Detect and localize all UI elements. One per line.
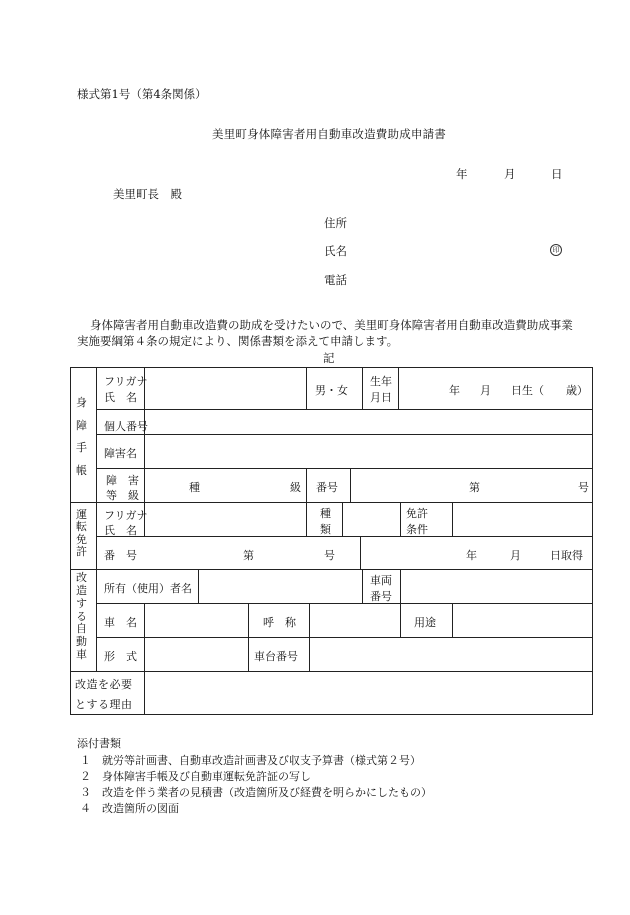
grade-type-label: 種 — [189, 481, 200, 494]
birth-year-label: 年 — [449, 384, 460, 397]
row-divider — [96, 603, 593, 604]
owner-name-label: 所有（使用）者名 — [104, 582, 192, 595]
sex-selector[interactable]: 男・女 — [315, 384, 348, 397]
col-divider — [362, 367, 363, 409]
row-divider — [96, 637, 593, 638]
certificate-number-label: 番号 — [316, 481, 338, 494]
col-divider — [248, 603, 249, 671]
attachment-item — [80, 784, 432, 800]
acquired-month-label: 月 — [510, 549, 521, 562]
date-year-label: 年 — [456, 167, 468, 181]
section-label-techo — [76, 392, 90, 482]
acquired-day-label: 日取得 — [550, 549, 583, 562]
license-condition-label-2: 条件 — [406, 523, 428, 536]
attachment-item — [80, 752, 421, 768]
car-name-label: 車 名 — [104, 616, 137, 629]
col-divider — [398, 367, 399, 409]
col-divider — [144, 603, 145, 715]
address-label: 住所 — [324, 216, 347, 230]
col-divider — [362, 569, 363, 603]
ki-label: 記 — [323, 351, 335, 365]
section-divider — [70, 671, 593, 672]
vehicle-number-label-2: 番号 — [370, 590, 392, 603]
document-title: 美里町身体障害者用自動車改造費助成申請書 — [212, 127, 446, 141]
form-number: 様式第1号（第4条関係） — [77, 87, 207, 101]
car-designation-label: 呼 称 — [263, 616, 296, 629]
disability-name-label: 障害名 — [104, 447, 137, 460]
license-furigana-label: フリガナ — [104, 509, 148, 522]
attachment-text: 就労等計画書、自動車改造計画書及び収支予算書（様式第２号） — [102, 754, 421, 767]
col-divider — [400, 603, 401, 637]
row-divider — [96, 468, 593, 469]
col-divider — [360, 536, 361, 569]
col-divider — [400, 569, 401, 603]
birth-day-label: 日生（ — [511, 384, 544, 397]
application-form-table — [70, 367, 593, 715]
attachment-item — [80, 800, 179, 816]
attachments-title: 添付書類 — [77, 737, 121, 750]
furigana-label: フリガナ — [104, 375, 148, 388]
individual-number-label: 個人番号 — [104, 420, 148, 433]
col-divider — [452, 502, 453, 536]
attachment-text: 改造箇所の図面 — [102, 802, 179, 815]
col-divider — [452, 603, 453, 637]
acquired-year-label: 年 — [466, 549, 477, 562]
section-label-vehicle-text: 改造する自動車 — [76, 571, 87, 662]
section-divider — [70, 569, 593, 570]
grade-level-label: 級 — [290, 481, 301, 494]
section-divider — [70, 502, 593, 503]
reason-label-1: 改造を必要 — [75, 678, 133, 691]
section-label-techo-text: 身障手帳 — [76, 396, 87, 477]
license-type-label-1: 種 — [320, 507, 331, 520]
disability-grade-label-1: 障 害 — [106, 474, 139, 487]
vehicle-number-label-1: 車両 — [370, 574, 392, 587]
chassis-number-label: 車台番号 — [254, 650, 298, 663]
row-divider — [96, 434, 593, 435]
section-label-license-text: 運転免許 — [76, 508, 87, 559]
col-divider — [342, 502, 343, 536]
birthdate-label-2: 月日 — [370, 391, 392, 404]
body-paragraph-line1: 身体障害者用自動車改造費の助成を受けたいので、美里町身体障害者用自動車改造費助成事業 — [90, 318, 573, 332]
name-label: 氏名 — [324, 244, 347, 258]
date-day-label: 日 — [551, 167, 563, 181]
addressee: 美里町長 殿 — [113, 187, 182, 201]
col-divider — [96, 367, 97, 671]
col-divider — [306, 468, 307, 502]
row-divider — [96, 409, 593, 410]
phone-label: 電話 — [324, 273, 347, 287]
attachment-text: 改造を伴う業者の見積書（改造箇所及び経費を明らかにしたもの） — [102, 786, 432, 799]
license-number-label: 番 号 — [104, 549, 137, 562]
section-label-vehicle — [76, 572, 90, 662]
license-name-label: 氏 名 — [104, 524, 137, 537]
attachment-num: ２ — [80, 770, 91, 783]
certificate-go-label: 号 — [578, 481, 589, 494]
body-paragraph-line2: 実施要綱第４条の規定により、関係書類を添えて申請します。 — [77, 334, 399, 348]
license-go-label: 号 — [324, 549, 335, 562]
attachment-num: ３ — [80, 786, 91, 799]
attachment-num: １ — [80, 754, 91, 767]
license-dai-label: 第 — [243, 549, 254, 562]
attachment-item — [80, 768, 311, 784]
col-divider — [306, 502, 307, 536]
attachment-text: 身体障害手帳及び自動車運転免許証の写し — [102, 770, 311, 783]
reason-label-2: とする理由 — [75, 698, 133, 711]
col-divider — [309, 637, 310, 671]
license-condition-label-1: 免許 — [406, 507, 428, 520]
date-month-label: 月 — [504, 167, 516, 181]
name-row-label: 氏 名 — [104, 391, 137, 404]
col-divider — [198, 569, 199, 603]
seal-mark-icon: 印 — [550, 244, 562, 256]
license-type-label-2: 類 — [320, 523, 331, 536]
birth-month-label: 月 — [480, 384, 491, 397]
age-label: 歳） — [566, 384, 588, 397]
birthdate-label-1: 生年 — [370, 375, 392, 388]
row-divider — [96, 536, 593, 537]
usage-label: 用途 — [414, 616, 436, 629]
attachment-num: ４ — [80, 802, 91, 815]
model-label: 形 式 — [104, 650, 137, 663]
disability-grade-label-2: 等 級 — [106, 489, 139, 502]
col-divider — [309, 603, 310, 637]
section-label-license — [76, 509, 90, 559]
certificate-dai-label: 第 — [469, 481, 480, 494]
col-divider — [400, 502, 401, 536]
col-divider — [306, 367, 307, 409]
col-divider — [350, 468, 351, 502]
